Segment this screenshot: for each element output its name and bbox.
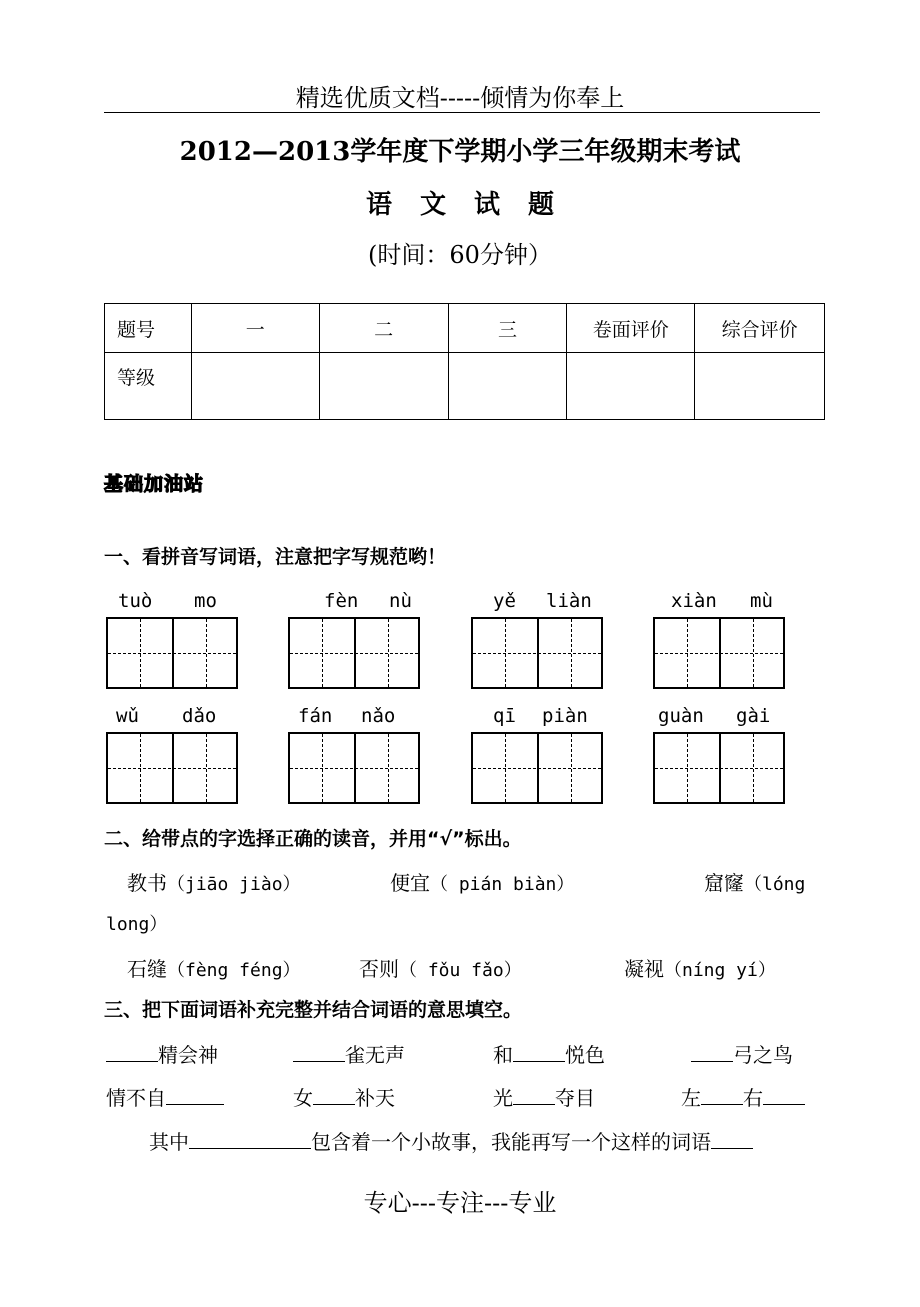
q2-options[interactable]: （ fǒu fǎo） bbox=[399, 960, 522, 981]
writing-grid[interactable] bbox=[471, 617, 603, 689]
grid-guide-line bbox=[687, 734, 688, 802]
idiom-text: 光 bbox=[493, 1086, 513, 1110]
pinyin-syllable: nǎo bbox=[361, 705, 396, 727]
idiom-text: 精会神 bbox=[158, 1043, 218, 1067]
grid-guide-line bbox=[206, 619, 207, 687]
q2-item bbox=[704, 867, 805, 896]
idiom-text: 弓之鸟 bbox=[733, 1043, 793, 1067]
pinyin-syllable: guàn bbox=[658, 705, 704, 727]
grid-guide-line bbox=[388, 619, 389, 687]
pinyin-syllable: piàn bbox=[542, 705, 588, 727]
pinyin-syllable: nù bbox=[389, 590, 412, 612]
writing-grid[interactable] bbox=[471, 732, 603, 804]
fill-blank[interactable] bbox=[513, 1084, 555, 1105]
fill-blank[interactable] bbox=[691, 1041, 733, 1062]
idiom-text: 夺目 bbox=[555, 1086, 595, 1110]
exam-title: 2012—2013学年度下学期小学三年级期末考试 bbox=[179, 137, 741, 167]
grid-guide-line bbox=[140, 734, 141, 802]
idiom-fill bbox=[106, 1082, 224, 1111]
pinyin-syllable: mù bbox=[750, 590, 773, 612]
writing-grid[interactable] bbox=[288, 617, 420, 689]
grid-guide-line bbox=[505, 619, 506, 687]
pinyin-syllable: mo bbox=[194, 590, 217, 612]
pinyin-syllable: qī bbox=[493, 705, 516, 727]
idiom-text: 悦色 bbox=[565, 1043, 605, 1067]
pinyin-syllable: dǎo bbox=[182, 705, 217, 727]
idiom-fill bbox=[293, 1082, 395, 1111]
idiom-fill bbox=[106, 1039, 218, 1068]
header-rule bbox=[104, 112, 820, 113]
pinyin-syllable: yě bbox=[493, 590, 516, 612]
grid-guide-line bbox=[753, 734, 754, 802]
question-3-title: 三、把下面词语补充完整并结合词语的意思填空。 bbox=[104, 999, 523, 1021]
pinyin-syllable: xiàn bbox=[671, 590, 717, 612]
grade-cell[interactable] bbox=[448, 353, 567, 420]
idiom-text: 右 bbox=[743, 1086, 763, 1110]
idiom-text: 雀无声 bbox=[345, 1043, 405, 1067]
grid-guide-line bbox=[505, 734, 506, 802]
q2-item bbox=[127, 867, 301, 896]
grid-guide-line bbox=[108, 768, 236, 769]
writing-grid[interactable] bbox=[106, 617, 238, 689]
q2-options[interactable]: （jiāo jiào） bbox=[167, 874, 301, 895]
grade-cell[interactable] bbox=[319, 353, 448, 420]
summary-text: 包含着一个小故事，我能再写一个这样的词语 bbox=[311, 1130, 711, 1154]
fill-blank[interactable] bbox=[313, 1084, 355, 1105]
grid-guide-line bbox=[473, 653, 601, 654]
fill-blank[interactable] bbox=[189, 1128, 311, 1149]
idiom-fill bbox=[293, 1039, 405, 1068]
table-header-cell: 题号 bbox=[105, 304, 192, 353]
fill-blank[interactable] bbox=[293, 1041, 345, 1062]
table-header-cell: 综合评价 bbox=[695, 304, 825, 353]
grade-cell[interactable] bbox=[567, 353, 695, 420]
q2-word: 凝视 bbox=[624, 957, 664, 981]
idiom-text: 左 bbox=[681, 1086, 701, 1110]
idiom-fill bbox=[493, 1039, 605, 1068]
grid-guide-line bbox=[687, 619, 688, 687]
table-header-cell: 卷面评价 bbox=[567, 304, 695, 353]
pinyin-syllable: fán bbox=[298, 705, 333, 727]
idiom-text: 女 bbox=[293, 1086, 313, 1110]
table-header-cell: 三 bbox=[448, 304, 567, 353]
grade-cell[interactable] bbox=[695, 353, 825, 420]
grid-guide-line bbox=[140, 619, 141, 687]
q2-item-continued bbox=[106, 910, 167, 936]
grid-guide-line bbox=[655, 768, 783, 769]
pinyin-syllable: gài bbox=[736, 705, 771, 727]
idiom-text: 补天 bbox=[355, 1086, 395, 1110]
q2-word: 石缝 bbox=[127, 957, 167, 981]
grid-guide-line bbox=[473, 768, 601, 769]
q2-options[interactable]: （fèng féng） bbox=[167, 960, 301, 981]
page-footer: 专心---专注---专业 bbox=[363, 1189, 557, 1217]
fill-blank[interactable] bbox=[711, 1128, 753, 1149]
grid-guide-line bbox=[322, 734, 323, 802]
grid-guide-line bbox=[108, 653, 236, 654]
grid-guide-line bbox=[290, 768, 418, 769]
question-2-title: 二、给带点的字选择正确的读音，并用“√”标出。 bbox=[104, 828, 522, 850]
writing-grid[interactable] bbox=[106, 732, 238, 804]
table-header-cell: 二 bbox=[319, 304, 448, 353]
grid-guide-line bbox=[571, 734, 572, 802]
q2-item bbox=[127, 953, 301, 982]
grid-guide-line bbox=[571, 619, 572, 687]
idiom-fill bbox=[691, 1039, 793, 1068]
grade-table bbox=[104, 303, 825, 420]
pinyin-syllable: fèn bbox=[324, 590, 359, 612]
idiom-summary bbox=[149, 1126, 753, 1155]
q2-item bbox=[359, 953, 522, 982]
q2-options[interactable]: （lóng bbox=[744, 874, 806, 895]
fill-blank[interactable] bbox=[763, 1084, 805, 1105]
q2-item bbox=[390, 867, 574, 896]
q2-options[interactable]: （ pián biàn） bbox=[430, 874, 575, 895]
q2-options[interactable]: long） bbox=[106, 914, 168, 935]
idiom-text: 和 bbox=[493, 1043, 513, 1067]
page-header: 精选优质文档-----倾情为你奉上 bbox=[295, 84, 625, 112]
q2-options[interactable]: （níng yí） bbox=[664, 960, 776, 981]
grid-guide-line bbox=[753, 619, 754, 687]
writing-grid[interactable] bbox=[288, 732, 420, 804]
section-banner: 基础加油站 bbox=[104, 473, 205, 495]
grid-guide-line bbox=[322, 619, 323, 687]
idiom-text: 情不自 bbox=[106, 1086, 166, 1110]
fill-blank[interactable] bbox=[166, 1084, 224, 1105]
grade-cell[interactable] bbox=[191, 353, 319, 420]
grid-guide-line bbox=[206, 734, 207, 802]
exam-time: (时间：60分钟） bbox=[368, 241, 552, 269]
table-row-label: 等级 bbox=[105, 353, 192, 420]
writing-grid[interactable] bbox=[653, 732, 785, 804]
q2-word: 教书 bbox=[127, 871, 167, 895]
fill-blank[interactable] bbox=[701, 1084, 743, 1105]
grid-guide-line bbox=[655, 653, 783, 654]
fill-blank[interactable] bbox=[106, 1041, 158, 1062]
pinyin-syllable: tuò bbox=[118, 590, 153, 612]
q2-word: 便宜 bbox=[390, 871, 430, 895]
question-1-title: 一、看拼音写词语，注意把字写规范哟！ bbox=[104, 546, 447, 568]
q2-word: 否则 bbox=[359, 957, 399, 981]
grid-guide-line bbox=[388, 734, 389, 802]
q2-word: 窟窿 bbox=[704, 871, 744, 895]
table-header-cell: 一 bbox=[191, 304, 319, 353]
fill-blank[interactable] bbox=[513, 1041, 565, 1062]
summary-text: 其中 bbox=[149, 1130, 189, 1154]
q2-item bbox=[624, 953, 776, 982]
writing-grid[interactable] bbox=[653, 617, 785, 689]
idiom-fill bbox=[681, 1082, 805, 1111]
idiom-fill bbox=[493, 1082, 595, 1111]
exam-subject: 语文试题 bbox=[365, 190, 582, 220]
pinyin-syllable: liàn bbox=[546, 590, 592, 612]
pinyin-syllable: wǔ bbox=[116, 705, 139, 727]
grid-guide-line bbox=[290, 653, 418, 654]
